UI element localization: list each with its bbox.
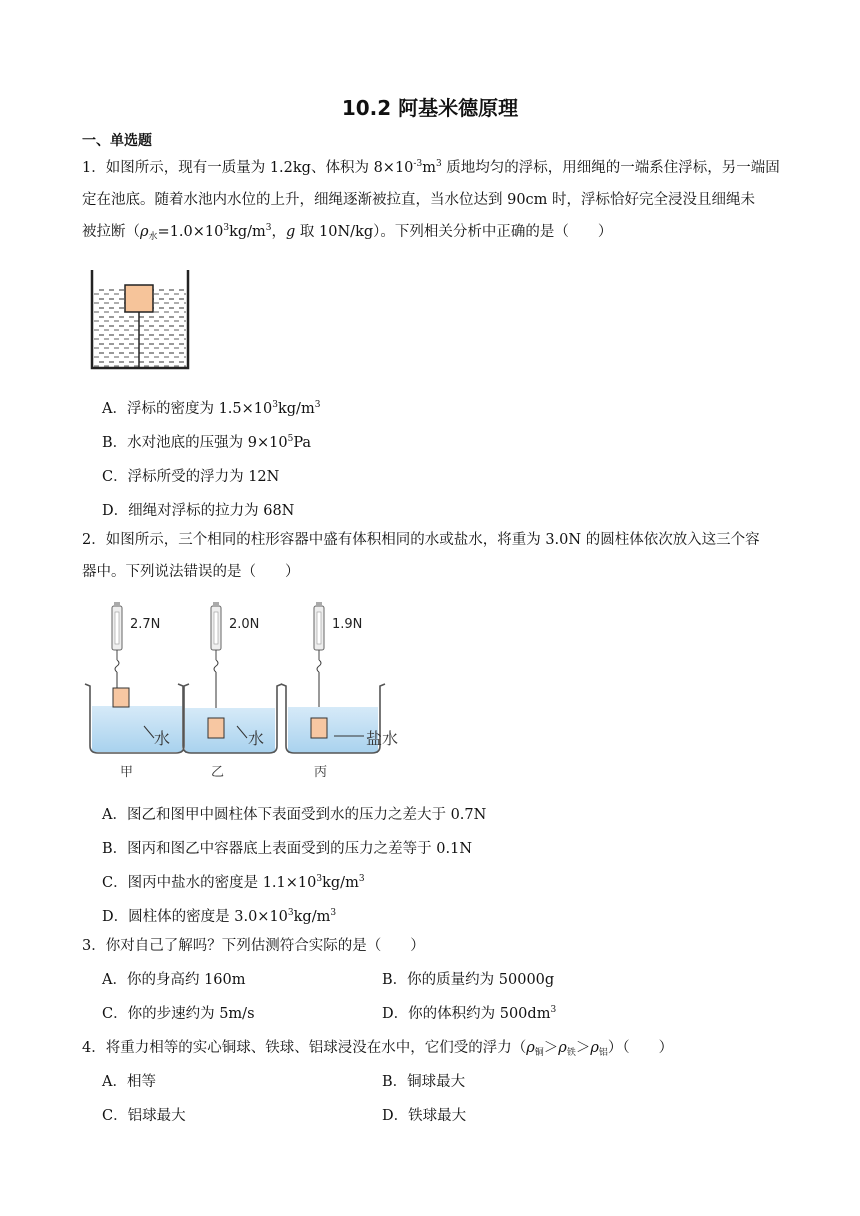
question-2-options	[102, 798, 486, 934]
option-4d: D．铁球最大	[382, 1108, 467, 1124]
question-1-options	[102, 392, 320, 528]
option-1a: A．浮标的密度为 $1.5\times 10^3kg/m^3$	[102, 400, 321, 417]
svg-text:水: 水	[248, 729, 265, 748]
setup-bing	[281, 602, 398, 780]
question-2-stem: 2．如图所示，三个相同的柱形容器中盛有体积相同的水或盐水，将重为 3.0N 的圆柱体依次放入这三个容 器中。下列说法错误的是（ ）	[82, 532, 760, 580]
option-2d: D．圆柱体的密度是 $3.0\times 10^3kg/m^3$	[102, 908, 337, 925]
svg-text:盐水: 盐水	[366, 729, 399, 748]
svg-text:丙: 丙	[314, 765, 328, 780]
svg-text:2.7N: 2.7N	[130, 617, 161, 632]
option-3b: B．你的质量约为 50000g	[382, 972, 555, 988]
section-heading: 一、单选题	[82, 133, 152, 149]
option-1c: C．浮标所受的浮力为 12N	[102, 469, 280, 485]
svg-text:2.0N: 2.0N	[229, 617, 260, 632]
option-3d: D．你的体积约为 $500dm^3$	[382, 1005, 557, 1022]
option-4b: B．铜球最大	[382, 1074, 466, 1090]
option-1d: D．细绳对浮标的拉力为 68N	[102, 503, 295, 519]
option-4a: A．相等	[102, 1074, 156, 1090]
question-4-stem: 4．将重力相等的实心铜球、铁球、铝球浸没在水中，它们受的浮力$(\rho_铜>\rho_铁>\rho_铝)$（ ）	[82, 1040, 674, 1058]
svg-text:甲: 甲	[120, 765, 134, 780]
question-1-stem: 1．如图所示，现有一质量为 1.2kg、体积为 $8\times 10^{-3}m^3$ 质地均匀的浮标，用细绳的一端系住浮标，另一端固 定在池底。随着水池内水位的上升，细绳逐渐被拉直，当水位达到 90cm 时，浮标恰好完全浸没且细绳未 被拉断（$\rho_水=1.0\times 10^3kg/m^3$，g 取 10N/kg）。下列相关分析中正确的是（ ）	[82, 159, 780, 242]
option-3c: C．你的步速约为 5m/s	[102, 1006, 255, 1022]
option-4c: C．铝球最大	[102, 1108, 186, 1124]
question-2-figure	[82, 598, 412, 782]
setup-yi	[178, 602, 282, 780]
svg-text:乙: 乙	[211, 765, 225, 780]
option-2b: B．图丙和图乙中容器底上表面受到的压力之差等于 0.1N	[102, 841, 473, 857]
option-2c: C．图丙中盐水的密度是 $1.1\times 10^3kg/m^3$	[102, 874, 365, 891]
option-2a: A．图乙和图甲中圆柱体下表面受到水的压力之差大于 0.7N	[102, 807, 487, 823]
question-3-stem: 3．你对自己了解吗？下列估测符合实际的是（ ）	[82, 938, 425, 954]
setup-jia	[85, 602, 189, 780]
svg-text:水: 水	[154, 729, 171, 748]
option-1b: B．水对池底的压强为 $9\times 10^5Pa$	[102, 434, 312, 451]
buoy-block	[125, 285, 153, 312]
option-3a: A．你的身高约 160m	[102, 972, 246, 988]
page-title: 10.2 阿基米德原理	[341, 96, 519, 120]
svg-text:1.9N: 1.9N	[332, 617, 363, 632]
question-1-figure	[88, 268, 194, 372]
